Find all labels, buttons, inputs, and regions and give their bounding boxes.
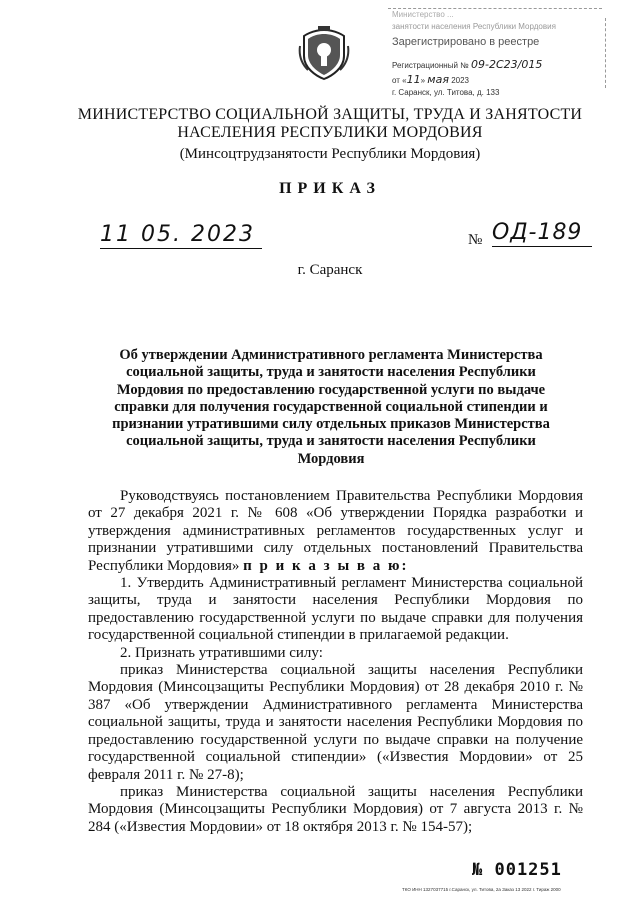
document-title: ПРИКАЗ: [279, 180, 381, 197]
body-intro-text: Руководствуясь постановлением Правительства Республики Мордовия от 27 декабря 2021 г. № 608 «Об утверждении Порядка разработки и утверждения административных регламентов государственных услуг и признании утратившими силу отдельных постановлений Правительства Республики Мордовия»: [88, 488, 583, 574]
ministry-name-line-2: НАСЕЛЕНИЯ РЕСПУБЛИКИ МОРДОВИЯ: [177, 124, 483, 141]
stamp-date-month: мая: [427, 73, 449, 86]
print-info: ТКО ИНН 1327037715 г.Саранск, ул. Титова, 2а Заказ 13 2022 г. Тираж 2000: [402, 887, 561, 892]
stamp-date-prefix: от «: [392, 76, 407, 85]
order-date-handwritten: 11 05. 2023: [100, 222, 262, 249]
stamp-date-day: 11: [406, 73, 421, 86]
ministry-short-name: (Минсоцтрудзанятости Республики Мордовия): [179, 146, 481, 162]
stamp-reg-label: Регистрационный №: [392, 61, 469, 70]
order-city: г. Саранск: [297, 262, 363, 278]
stamp-line-2: занятости населения Республики Мордовия: [392, 22, 556, 31]
body-item-1: 1. Утвердить Административный регламент Министерства социальной защиты, труда и занятости населения Республики Мордовия по предоставлению государственной услуги по выдаче справки для получения государственной социальной стипендии в прилагаемой редакции.: [88, 575, 583, 644]
stamp-reg-number: 09-2С23/015: [470, 58, 543, 71]
stamp-date-row: [392, 73, 469, 86]
body-orders-word: п р и к а з ы в а ю:: [243, 557, 409, 574]
stamp-address: г. Саранск, ул. Титова, д. 133: [392, 88, 500, 97]
body-item-2b: приказ Министерства социальной защиты населения Республики Мордовия (Минсоцзащиты Республики Мордовия) от 7 августа 2013 г. № 284 («Известия Мордовии» от 18 октября 2013 г. № 154-57);: [88, 783, 583, 835]
order-body: [88, 488, 583, 836]
stamp-border-top: [388, 8, 602, 9]
stamp-date-year: 2023: [451, 76, 469, 85]
order-number-sign: №: [468, 232, 483, 248]
stamp-reg-row: [392, 58, 542, 71]
stamp-registered: Зарегистрировано в реестре: [392, 36, 540, 48]
ministry-name-line-1: МИНИСТЕРСТВО СОЦИАЛЬНОЙ ЗАЩИТЫ, ТРУДА И ЗАНЯТОСТИ: [77, 106, 583, 123]
coat-of-arms-icon: [298, 26, 350, 82]
stamp-date-mid: »: [420, 76, 426, 85]
order-number-handwritten: ОД-189: [492, 220, 592, 247]
body-item-2: 2. Признать утратившими силу:: [120, 644, 323, 661]
stamp-line-1: Министерство ...: [392, 10, 454, 19]
body-item-2a: приказ Министерства социальной защиты населения Республики Мордовия (Минсоцзащиты Республики Мордовия) от 28 декабря 2010 г. № 387 «Об утверждении Административного регламента Министерства социальной защиты, труда и занятости населения Республики Мордовия по предоставлению государственной услуги по выдаче справки на получение государственной социальной стипендии» («Известия Мордовии» от 25 февраля 2011 г. № 27-8);: [88, 662, 583, 783]
stamp-border-right: [605, 18, 606, 88]
body-intro: [88, 488, 583, 575]
order-subject: Об утверждении Административного регламента Министерства социальной защиты, труда и занятости населения Республики Мордовия по предоставлению государственной услуги по выдаче справки для получения государственной социальной стипендии и признании утратившими силу отдельных приказов Министерства социальной защиты, труда и занятости населения Республики Мордовия: [112, 347, 550, 467]
form-serial-number: № 001251: [472, 860, 562, 880]
registration-stamp: [392, 8, 602, 108]
ministry-name: [60, 106, 600, 142]
